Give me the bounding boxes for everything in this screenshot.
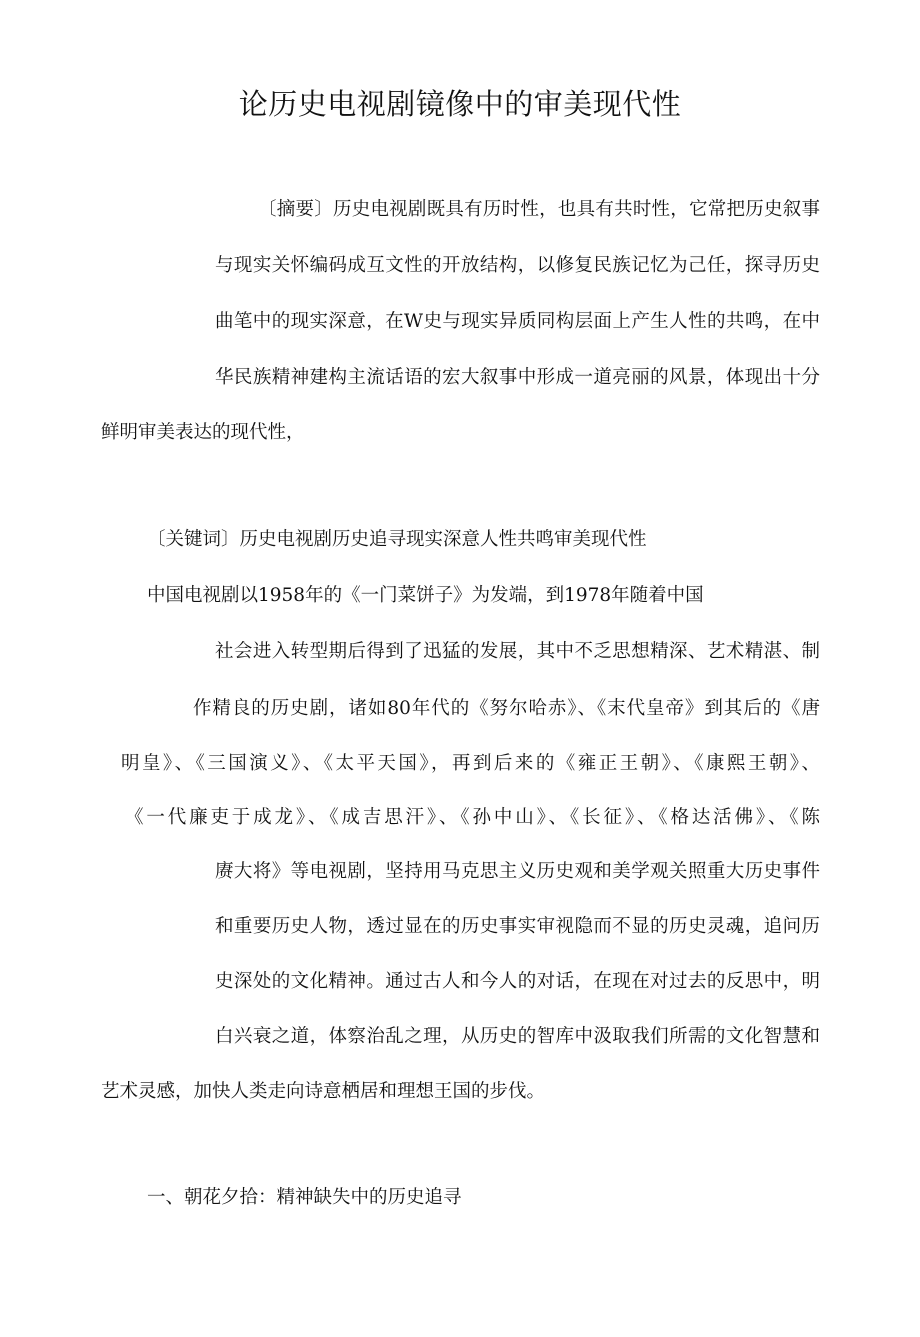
abstract-line: 华民族精神建构主流话语的宏大叙事中形成一道亮丽的风景，体现出十分 (215, 367, 820, 388)
body-line: 和重要历史人物，透过显在的历史事实审视隐而不显的历史灵魂，追问历 (215, 916, 820, 937)
body-line: 中国电视剧以1958年的《一门菜饼子》为发端，到1978年随着中国 (147, 585, 704, 606)
body-line: 白兴衰之道，体察治乱之理，从历史的智库中汲取我们所需的文化智慧和 (215, 1026, 820, 1047)
document-title: 论历史电视剧镜像中的审美现代性 (238, 87, 682, 121)
abstract-line: 曲笔中的现实深意，在W史与现实异质同构层面上产生人性的共鸣，在中 (215, 311, 820, 332)
body-line: 作精良的历史剧，诸如80年代的《努尔哈赤》、《末代皇帝》到其后的《唐 (193, 698, 820, 719)
body-line: 明皇》、《三国演义》、《太平天国》，再到后来的《雍正王朝》、《康熙王朝》、 (121, 753, 820, 774)
body-line: 史深处的文化精神。通过古人和今人的对话，在现在对过去的反思中，明 (215, 971, 820, 992)
body-line: 社会进入转型期后得到了迅猛的发展，其中不乏思想精深、艺术精湛、制 (215, 641, 820, 662)
abstract-line: 与现实关怀编码成互文性的开放结构，以修复民族记忆为己任，探寻历史 (215, 255, 820, 276)
body-line: 《一代廉吏于成龙》、《成吉思汗》、《孙中山》、《长征》、《格达活佛》、《陈 (125, 807, 820, 828)
section-heading: 一、朝花夕拾：精神缺失中的历史追寻 (147, 1187, 462, 1208)
keywords-line: 〔关键词〕历史电视剧历史追寻现实深意人性共鸣审美现代性 (147, 529, 647, 550)
abstract-line: 〔摘要〕历史电视剧既具有历时性，也具有共时性，它常把历史叙事 (258, 199, 820, 220)
abstract-line: 鲜明审美表达的现代性， (101, 422, 305, 443)
body-line: 艺术灵感，加快人类走向诗意栖居和理想王国的步伐。 (101, 1081, 546, 1102)
body-line: 赓大将》等电视剧，坚持用马克思主义历史观和美学观关照重大历史事件 (215, 861, 820, 882)
